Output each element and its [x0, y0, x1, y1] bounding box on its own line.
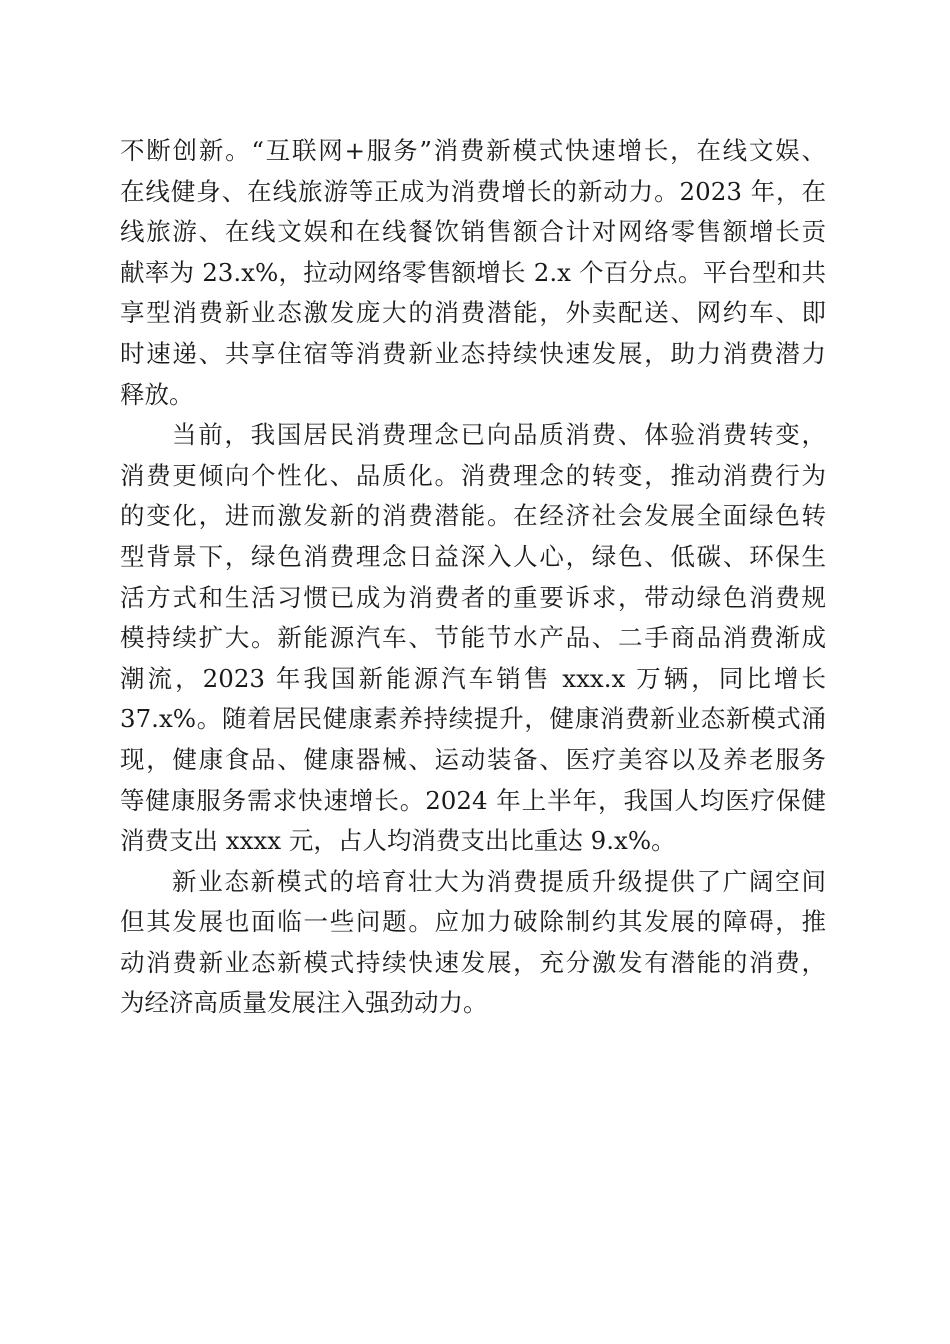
paragraph-line: 在线健身、在线旅游等正成为消费增长的新动力。2023 年，在 [120, 176, 826, 206]
paragraph-line: 动消费新业态新模式持续快速发展，充分激发有潜能的消费， [120, 947, 826, 977]
paragraph-1 [120, 131, 826, 415]
paragraph-line: 献率为 23.x%，拉动网络零售额增长 2.x 个百分点。平台型和共 [120, 257, 826, 287]
paragraph-line: 为经济高质量发展注入强劲动力。 [120, 988, 488, 1018]
paragraph-line: 消费支出 xxxx 元，占人均消费支出比重达 9.x%。 [120, 826, 676, 856]
paragraph-line: 型背景下，绿色消费理念日益深入人心，绿色、低碳、环保生 [120, 541, 826, 571]
paragraph-line: 当前，我国居民消费理念已向品质消费、体验消费转变， [172, 420, 826, 450]
paragraph-2 [120, 415, 826, 862]
paragraph-line: 但其发展也面临一些问题。应加力破除制约其发展的障碍，推 [120, 907, 826, 937]
paragraph-line: 新业态新模式的培育壮大为消费提质升级提供了广阔空间 [172, 866, 826, 896]
paragraph-3 [120, 862, 826, 1024]
paragraph-line: 模持续扩大。新能源汽车、节能节水产品、二手商品消费渐成 [120, 623, 826, 653]
document-body [120, 131, 826, 1024]
paragraph-line: 现，健康食品、健康器械、运动装备、医疗美容以及养老服务 [120, 744, 826, 774]
paragraph-line: 潮流，2023 年我国新能源汽车销售 xxx.x 万辆，同比增长 [120, 663, 826, 693]
paragraph-line: 线旅游、在线文娱和在线餐饮销售额合计对网络零售额增长贡 [120, 217, 826, 247]
paragraph-line: 37.x%。随着居民健康素养持续提升，健康消费新业态新模式涌 [120, 704, 826, 734]
paragraph-line: 活方式和生活习惯已成为消费者的重要诉求，带动绿色消费规 [120, 582, 826, 612]
paragraph-line: 释放。 [120, 379, 194, 409]
paragraph-line: 享型消费新业态激发庞大的消费潜能，外卖配送、网约车、即 [120, 298, 826, 328]
paragraph-line: 等健康服务需求快速增长。2024 年上半年，我国人均医疗保健 [120, 785, 826, 815]
paragraph-line: 不断创新。“互联网+服务”消费新模式快速增长，在线文娱、 [120, 136, 826, 165]
paragraph-line: 消费更倾向个性化、品质化。消费理念的转变，推动消费行为 [120, 460, 826, 490]
paragraph-line: 时速递、共享住宿等消费新业态持续快速发展，助力消费潜力 [120, 338, 826, 368]
paragraph-line: 的变化，进而激发新的消费潜能。在经济社会发展全面绿色转 [120, 501, 826, 531]
